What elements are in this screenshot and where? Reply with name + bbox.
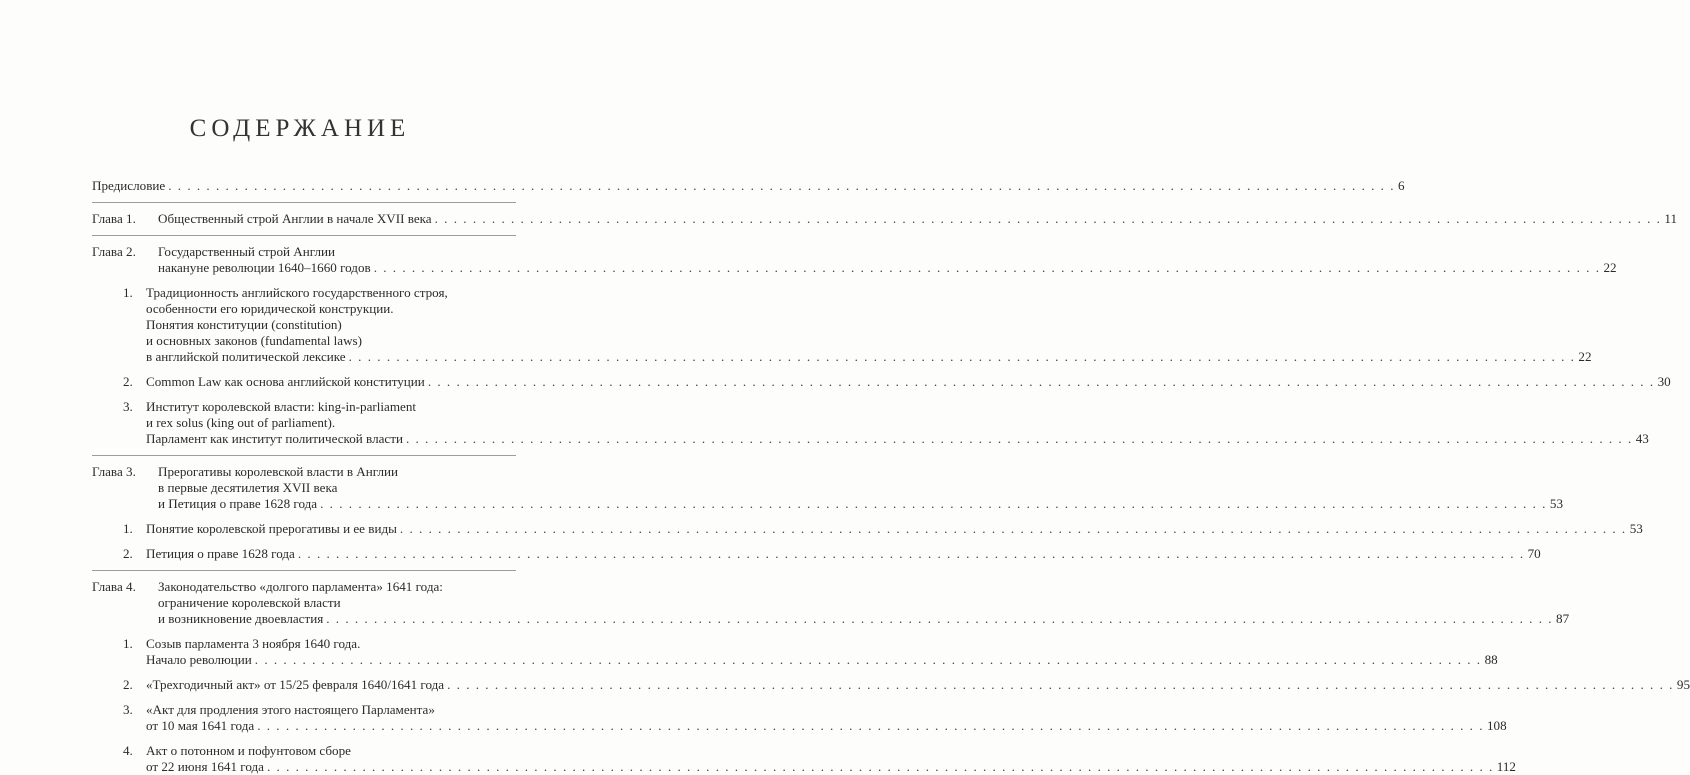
chapter-title-line: накануне революции 1640–1660 годов [158, 260, 371, 275]
leader-dots [267, 759, 1494, 775]
section-number: 2. [123, 374, 133, 389]
section-number: 1. [123, 285, 133, 300]
chapter-label: Глава 1. [92, 211, 136, 226]
leader-dots [374, 260, 1601, 276]
chapter-label: Глава 2. [92, 244, 136, 259]
section-title-line: Институт королевской власти: king-in-parliament [146, 399, 417, 414]
section-number: 3. [123, 702, 133, 717]
section-title-line: особенности его юридической конструкции. [146, 301, 394, 316]
section-title-line: Начало революции [146, 652, 252, 667]
section-number: 1. [123, 636, 133, 651]
entry-page: 95 [1676, 677, 1690, 692]
entry-page: 11 [1664, 211, 1678, 226]
section-title-line: Петиция о праве 1628 года [146, 546, 295, 561]
entry-page: 53 [1549, 496, 1563, 511]
entry-title: Предисловие [92, 178, 166, 193]
section-number: 1. [123, 521, 133, 536]
entry-page: 22 [1578, 349, 1592, 364]
divider [92, 235, 516, 236]
chapter-title-line: и возникновение двоевластия [158, 611, 324, 626]
entry-page: 112 [1496, 759, 1516, 774]
leader-dots [349, 349, 1576, 365]
leader-dots [298, 546, 1525, 562]
section-title-line: Понятия конституции (constitution) [146, 317, 342, 332]
page-title: СОДЕРЖАНИЕ [189, 115, 411, 142]
section-title-line: Понятие королевской прерогативы и ее виды [146, 521, 397, 536]
section-title-line: и rex solus (king out of parliament). [146, 415, 336, 430]
toc-chapter-3[interactable] [92, 464, 1563, 512]
toc-section-4-3[interactable] [123, 702, 1507, 734]
leader-dots [326, 611, 1553, 627]
chapter-title: Общественный строй Англии в начале XVII века [158, 211, 432, 226]
entry-page: 22 [1603, 260, 1617, 275]
entry-page: 30 [1657, 374, 1671, 389]
chapter-title-line: Законодательство «долгого парламента» 1641 года: [158, 579, 443, 594]
section-title-line: Созыв парламента 3 ноября 1640 года. [146, 636, 361, 651]
entry-page: 6 [1398, 178, 1405, 193]
section-title-line: «Акт для продления этого настоящего Парламента» [146, 702, 435, 717]
chapter-title-line: и Петиция о праве 1628 года [158, 496, 318, 511]
chapter-title-line: Прерогативы королевской власти в Англии [158, 464, 399, 479]
toc-chapter-2[interactable] [92, 244, 1617, 276]
entry-page: 70 [1527, 546, 1541, 561]
section-title-line: от 10 мая 1641 года [146, 718, 255, 733]
entry-page: 108 [1486, 718, 1507, 733]
divider [92, 202, 516, 203]
chapter-title-line: Государственный строй Англии [158, 244, 336, 259]
section-number: 3. [123, 399, 133, 414]
leader-dots [255, 652, 1482, 668]
section-title-line: в английской политической лексике [146, 349, 346, 364]
leader-dots [168, 178, 1395, 194]
chapter-title-line: ограничение королевской власти [158, 595, 341, 610]
leader-dots [406, 431, 1633, 447]
toc-section-3-1[interactable] [123, 521, 1643, 537]
section-number: 4. [123, 743, 133, 758]
section-title-line: Common Law как основа английской конституции [146, 374, 425, 389]
chapter-title-line: в первые десятилетия XVII века [158, 480, 338, 495]
toc-chapter-4[interactable] [92, 579, 1570, 627]
entry-page: 43 [1635, 431, 1649, 446]
chapter-label: Глава 4. [92, 579, 136, 594]
section-title-line: от 22 июня 1641 года [146, 759, 264, 774]
divider [92, 570, 516, 571]
toc-section-4-2[interactable] [123, 677, 1690, 693]
leader-dots [257, 718, 1484, 734]
section-title-line: Акт о потонном и пофунтовом сборе [146, 743, 351, 758]
toc-section-4-4[interactable] [123, 743, 1516, 775]
section-title-line: Парламент как институт политической власти [146, 431, 403, 446]
leader-dots [400, 521, 1627, 537]
table-of-contents [92, 178, 1690, 775]
entry-page: 88 [1484, 652, 1498, 667]
divider [92, 455, 516, 456]
toc-section-4-1[interactable] [123, 636, 1498, 668]
entry-page: 53 [1629, 521, 1643, 536]
section-title-line: Традиционность английского государственного строя, [146, 285, 448, 300]
section-number: 2. [123, 677, 133, 692]
section-title-line: «Трехгодичный акт» от 15/25 февраля 1640/1641 года [146, 677, 445, 692]
chapter-label: Глава 3. [92, 464, 136, 479]
toc-section-2-3[interactable] [123, 399, 1649, 447]
toc-entry-preface[interactable] [92, 178, 1405, 194]
toc-section-2-1[interactable] [123, 285, 1592, 365]
toc-section-2-2[interactable] [123, 374, 1671, 390]
leader-dots [320, 496, 1547, 512]
leader-dots [447, 677, 1674, 693]
toc-chapter-1[interactable] [92, 211, 1678, 227]
entry-page: 87 [1556, 611, 1570, 626]
leader-dots [428, 374, 1655, 390]
section-number: 2. [123, 546, 133, 561]
section-title-line: и основных законов (fundamental laws) [146, 333, 363, 348]
leader-dots [435, 211, 1662, 227]
toc-section-3-2[interactable] [123, 546, 1541, 562]
